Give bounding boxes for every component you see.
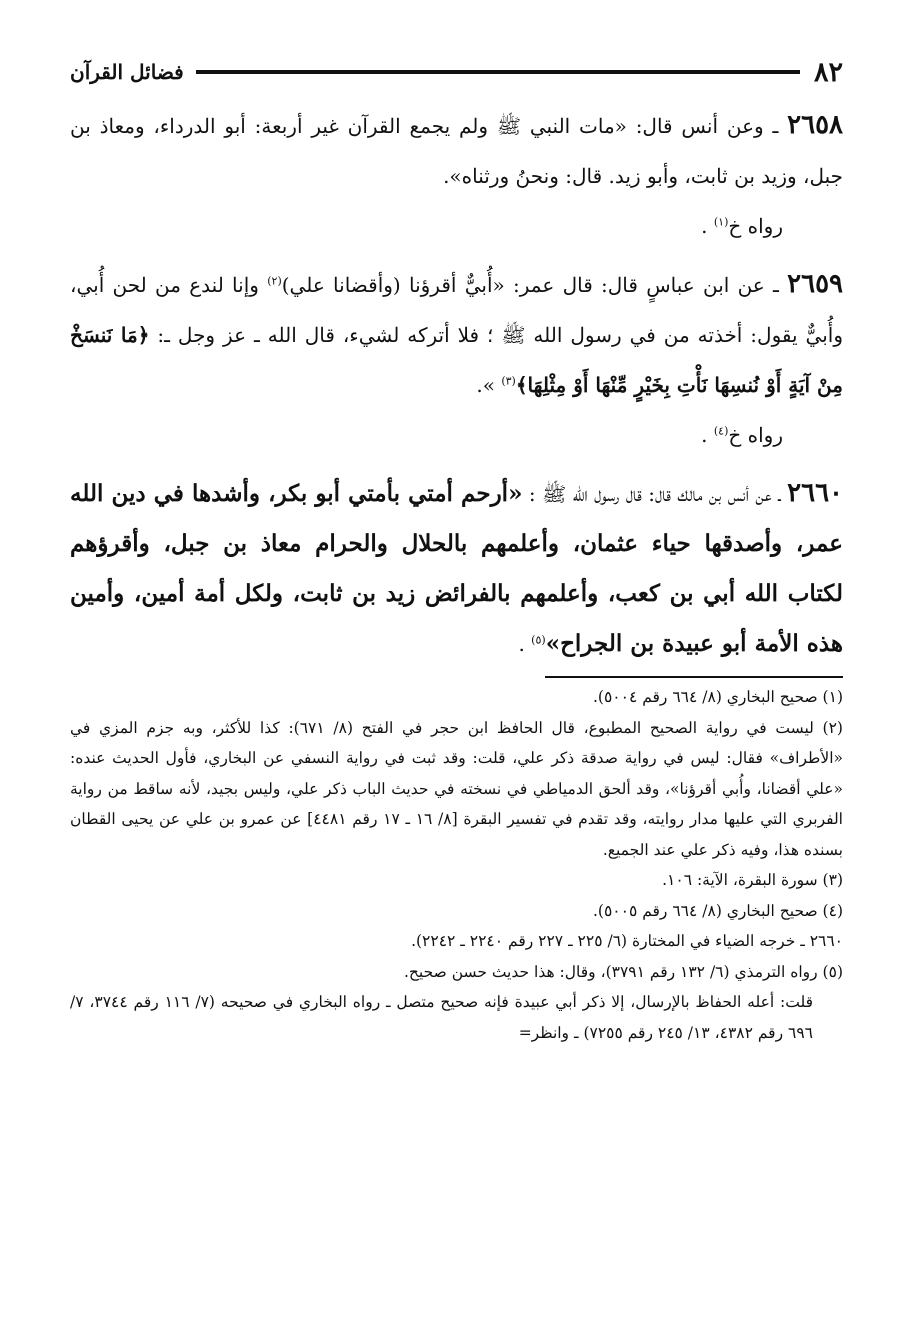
footnote-note: قلت: أعله الحفاظ بالإرسال، إلا ذكر أبي عبيدة فإنه صحيح متصل ـ رواه البخاري في صحيحه (٧/ ١١٦ رقم ٣٧٤٤، ٧/ ٦٩٦ رقم ٤٣٨٢، ١٣/ ٢٤٥ رقم ٧٢٥٥) ـ وانظر= xyxy=(70,993,813,1042)
hadith-2658 xyxy=(70,100,843,251)
footnote-ref: (٣) xyxy=(501,374,516,388)
rawah-label: رواه خ xyxy=(728,423,783,447)
footnote-2-continuation: للأكثر، وبه جزم المزي في «الأطراف» فقال: ليس في رواية صدقة ذكر علي، قلت: وقد ثبت في رواية النسفي عن البخاري، فأول الحديث عنده: «علي أقضانا، وأُبي أقرؤنا»، وقد ألحق الدمياطي في نسخته في حديث الباب ذكر علي، وليس بجيد، لأنه ساقط من رواية الفربري التي عليها مدار روايته، وقد تقدم في تفسير البقرة [٨/ ١٦ ـ ١٧ رقم ٤٤٨١] عن عمرو بن علي عن يحيى القطان بسنده هذا، وفيه ذكر علي عند الجميع. xyxy=(70,718,843,859)
hadith-number: ٢٦٦٠ xyxy=(787,478,843,508)
hadith-2660 xyxy=(70,468,843,669)
footnote-4: (٤) صحيح البخاري (٨/ ٦٦٤ رقم ٥٠٠٥). xyxy=(592,901,843,920)
hadith-2659 xyxy=(70,259,843,460)
page-number: ٨٢ xyxy=(813,56,843,88)
hadith-number: ٢٦٥٨ xyxy=(787,110,843,140)
hadith-text: ـ عن ابن عباسٍ قال: قال عمر: «أُبيٌّ أقرؤنا (وأقضانا علي) xyxy=(281,273,788,297)
quran-verse: ﴿مَا نَنسَخْ مِنْ آيَةٍ أَوْ نُنسِهَا نَأْتِ بِخَيْرٍ مِّنْهَا أَوْ مِثْلِهَا﴾ xyxy=(70,323,843,397)
hadith-end: . xyxy=(518,632,532,656)
footnote-hadith-2660: ٢٦٦٠ ـ خرجه الضياء في المختارة (٦/ ٢٢٥ ـ ٢٢٧ رقم ٢٢٤٠ ـ ٢٢٤٢). xyxy=(411,932,843,950)
footnote-separator xyxy=(545,676,843,678)
hadith-bold-text: «أرحم أمتي بأمتي أبو بكر، وأشدها في دين الله عمر، وأصدقها حياء عثمان، وأعلمهم بالحلال والحرام معاذ بن جبل، وأقرؤهم لكتاب الله أبي بن كعب، وأعلمهم بالفرائض زيد بن ثابت، ولكل أمة أمين، وأمين هذه الأمة أبو عبيدة بن الجراح» xyxy=(70,480,843,657)
footnote-1: (١) صحيح البخاري (٨/ ٦٦٤ رقم ٥٠٠٤). xyxy=(592,688,843,706)
footnotes xyxy=(70,682,843,1048)
footnote-2-first-line: (٢) ليست في رواية الصحيح المطبوع، قال الحافظ ابن حجر في الفتح (٨/ ٦٧١): كذا xyxy=(259,718,843,737)
page-header xyxy=(70,52,843,92)
hadith-text: ـ وعن أنس قال: «مات النبي ﷺ ولم يجمع القرآن غير أربعة: أبو الدرداء، ومعاذ بن جبل، وزيد بن ثابت، وأبو زيد. قال: ونحنُ ورثناه». xyxy=(70,114,843,188)
rawah-line xyxy=(70,410,843,460)
hadith-number: ٢٦٥٩ xyxy=(787,269,844,299)
hadith-text: ». xyxy=(476,373,502,397)
hadith-text: وإنا لندع من لحن أُبي، وأُبيٌّ يقول: أخذته من في رسول الله ﷺ ؛ فلا أتركه لشيء، قال الله ـ عز وجل ـ: xyxy=(70,273,843,347)
footnote-ref: (٥) xyxy=(531,633,546,647)
footnote-ref: (٢) xyxy=(267,274,282,288)
footnote-3: (٣) سورة البقرة، الآية: ١٠٦. xyxy=(662,871,843,889)
hadith-text: ـ عن أنس بن مالك قال: قال رسول الله ﷺ : xyxy=(522,482,788,506)
rawah-end: . xyxy=(701,423,714,447)
rawah-label: رواه خ xyxy=(728,214,783,238)
footnote-ref: (١) xyxy=(713,215,729,229)
footnote-ref: (٤) xyxy=(713,424,729,438)
header-rule xyxy=(196,70,800,74)
rawah-line xyxy=(70,201,843,251)
main-text xyxy=(70,100,843,669)
footnote-2 xyxy=(70,713,843,866)
rawah-end: . xyxy=(701,214,714,238)
running-title: فضائل القرآن xyxy=(70,60,184,84)
footnote-5: (٥) رواه الترمذي (٦/ ١٣٢ رقم ٣٧٩١)، وقال: هذا حديث حسن صحيح. xyxy=(404,962,843,981)
